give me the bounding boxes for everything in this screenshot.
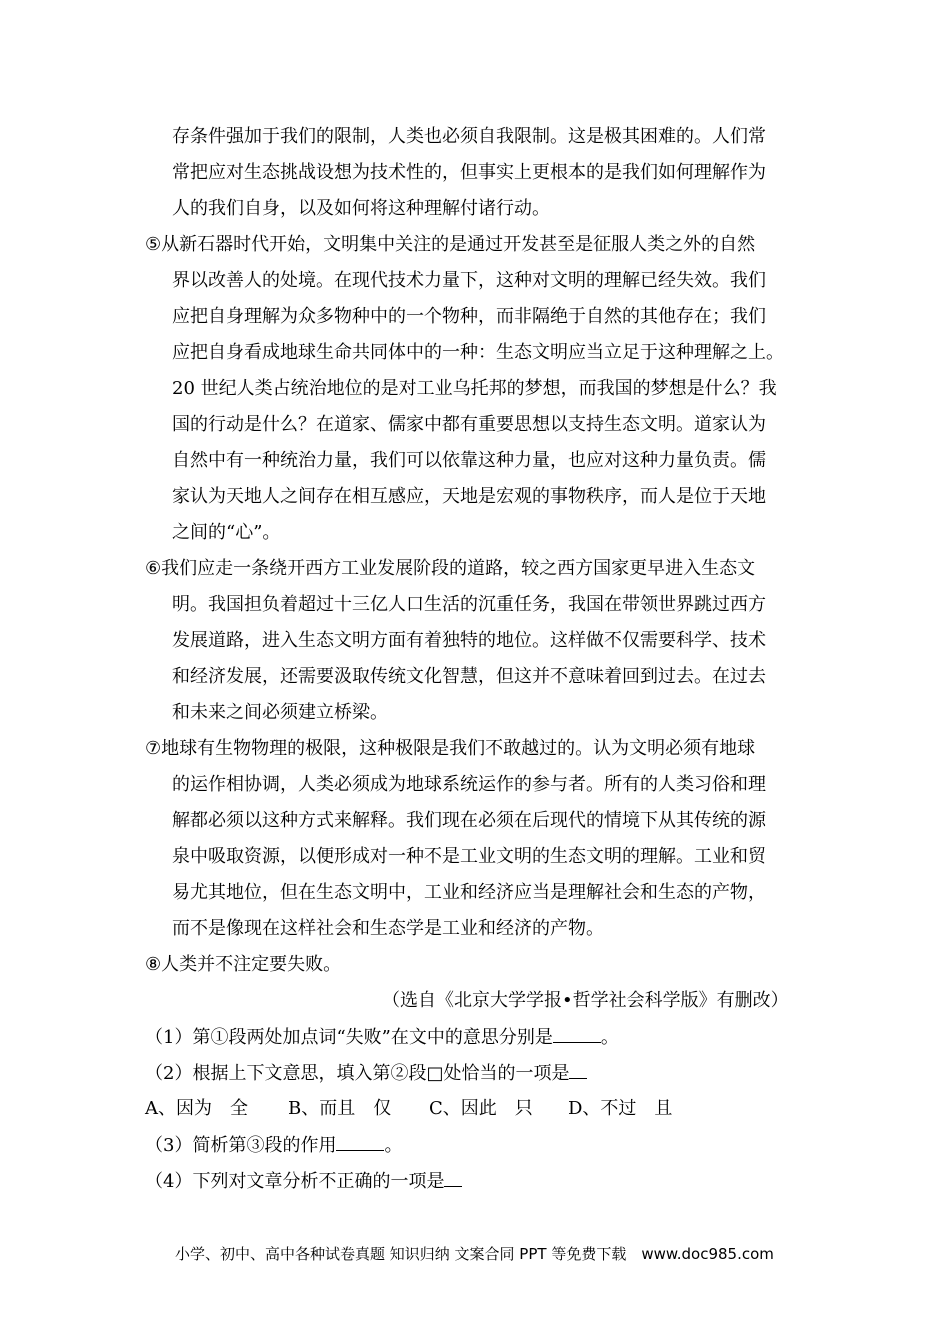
option-b[interactable]: B、而且 仅 (288, 1098, 392, 1119)
para5-text: 从新石器时代开始，文明集中关注的是通过开发甚至是征服人类之外的自然 (161, 234, 756, 255)
para7-line-1 (145, 738, 755, 760)
option-d[interactable]: D、不过 且 (568, 1098, 673, 1119)
para7-line-5: 易尤其地位，但在生态文明中，工业和经济应当是理解社会和生态的产物， (172, 882, 766, 903)
para6-line-1 (145, 558, 755, 580)
para5-line-1 (145, 234, 755, 256)
para7-line-6: 而不是像现在这样社会和生态学是工业和经济的产物。 (172, 918, 604, 939)
para8-line (145, 954, 341, 976)
question-3-end: 。 (384, 1135, 403, 1156)
question-1-text: （1）第①段两处加点词“失败”在文中的意思分别是 (145, 1027, 553, 1048)
question-3-text: （3）简析第③段的作用 (145, 1135, 337, 1156)
para7-line-4: 泉中吸取资源，以便形成对一种不是工业文明的生态文明的理解。工业和贸 (172, 846, 766, 867)
question-2-text: （2）根据上下文意思，填入第②段□处恰当的一项是 (145, 1063, 570, 1084)
para6-line-3: 发展道路，进入生态文明方面有着独特的地位。这样做不仅需要科学、技术 (172, 630, 766, 651)
para8-marker: ⑧ (145, 954, 162, 975)
para6-line-4: 和经济发展，还需要汲取传统文化智慧，但这并不意味着回到过去。在过去 (172, 666, 766, 687)
para4-line-2: 常把应对生态挑战设想为技术性的，但事实上更根本的是我们如何理解作为 (172, 162, 766, 183)
question-3 (145, 1134, 402, 1157)
source-citation: （选自《北京大学学报•哲学社会科学版》有删改） (382, 990, 789, 1011)
para6-line-2: 明。我国担负着超过十三亿人口生活的沉重任务，我国在带领世界跳过西方 (172, 594, 766, 615)
para5-line-8: 家认为天地人之间存在相互感应，天地是宏观的事物秩序，而人是位于天地 (172, 486, 766, 507)
option-c[interactable]: C、因此 只 (429, 1098, 533, 1119)
answer-blank-2[interactable] (569, 1062, 587, 1079)
para6-line-5: 和未来之间必须建立桥梁。 (172, 702, 388, 723)
answer-blank-3[interactable] (336, 1134, 384, 1151)
question-1-end: 。 (600, 1027, 619, 1048)
answer-blank-1[interactable] (553, 1026, 601, 1043)
question-2-options (145, 1098, 672, 1120)
para5-line-2: 界以改善人的处境。在现代技术力量下，这种对文明的理解已经失效。我们 (172, 270, 766, 291)
para5-line-7: 自然中有一种统治力量，我们可以依靠这种力量，也应对这种力量负责。儒 (172, 450, 766, 471)
para7-marker: ⑦ (145, 738, 162, 759)
para6-marker: ⑥ (145, 558, 162, 579)
para7-text: 地球有生物物理的极限，这种极限是我们不敢越过的。认为文明必须有地球 (161, 738, 756, 759)
para5-line-4: 应把自身看成地球生命共同体中的一种：生态文明应当立足于这种理解之上。 (172, 342, 784, 363)
para4-line-3: 人的我们自身，以及如何将这种理解付诸行动。 (172, 198, 550, 219)
para6-text: 我们应走一条绕开西方工业发展阶段的道路，较之西方国家更早进入生态文 (161, 558, 756, 579)
para8-text: 人类并不注定要失败。 (161, 954, 342, 975)
question-1 (145, 1026, 619, 1049)
page-footer: 小学、初中、高中各种试卷真题 知识归纳 文案合同 PPT 等免费下载 www.doc985.com (175, 1245, 774, 1263)
answer-blank-4[interactable] (444, 1170, 462, 1187)
para5-line-5: 20 世纪人类占统治地位的是对工业乌托邦的梦想，而我国的梦想是什么？我 (172, 378, 777, 399)
para5-line-9: 之间的“心”。 (172, 522, 281, 543)
para4-line-1: 存条件强加于我们的限制，人类也必须自我限制。这是极其困难的。人们常 (172, 126, 766, 147)
option-a[interactable]: A、因为 全 (145, 1098, 248, 1119)
para7-line-3: 解都必须以这种方式来解释。我们现在必须在后现代的情境下从其传统的源 (172, 810, 766, 831)
para5-line-3: 应把自身理解为众多物种中的一个物种，而非隔绝于自然的其他存在；我们 (172, 306, 766, 327)
para7-line-2: 的运作相协调，人类必须成为地球系统运作的参与者。所有的人类习俗和理 (172, 774, 766, 795)
question-4 (145, 1170, 462, 1193)
question-2 (145, 1062, 587, 1085)
para5-line-6: 国的行动是什么？在道家、儒家中都有重要思想以支持生态文明。道家认为 (172, 414, 766, 435)
para5-marker: ⑤ (145, 234, 162, 255)
question-4-text: （4）下列对文章分析不正确的一项是 (145, 1171, 445, 1192)
